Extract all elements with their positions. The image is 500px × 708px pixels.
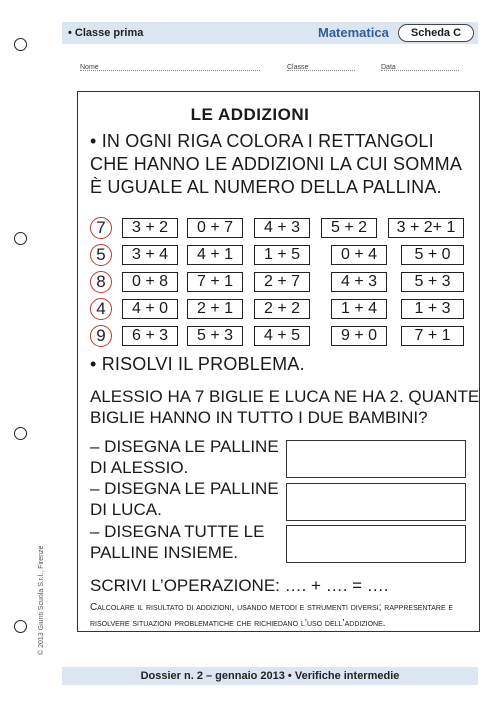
addition-cell[interactable]: 4 + 3 <box>331 272 387 292</box>
addition-cell[interactable]: 5 + 0 <box>401 245 464 265</box>
binder-hole-3 <box>14 427 27 440</box>
addition-cell[interactable]: 2 + 7 <box>254 272 310 292</box>
target-circle: 5 <box>90 244 112 266</box>
addition-cell[interactable]: 9 + 0 <box>331 326 387 346</box>
addition-cell[interactable]: 7 + 1 <box>401 326 464 346</box>
problem-heading: • RISOLVI IL PROBLEMA. <box>90 354 305 374</box>
addition-cell[interactable]: 0 + 8 <box>122 272 178 292</box>
addition-cell[interactable]: 4 + 0 <box>122 299 178 319</box>
name-line[interactable] <box>80 64 260 71</box>
header-bar <box>62 22 478 44</box>
binder-hole-1 <box>14 38 27 51</box>
step-alessio <box>90 436 279 478</box>
addition-cell[interactable]: 7 + 1 <box>187 272 243 292</box>
page-title: LE ADDIZIONI <box>190 105 310 124</box>
addition-cell[interactable]: 3 + 2+ 1 <box>388 218 464 238</box>
step-line: PALLINE INSIEME. <box>90 543 239 562</box>
addition-cell[interactable]: 6 + 3 <box>122 326 178 346</box>
target-circle: 7 <box>90 217 112 239</box>
instruction-line-3: È UGUALE AL NUMERO DELLA PALLINA. <box>90 177 442 197</box>
problem-text <box>90 386 480 428</box>
scheda-badge: Scheda C <box>398 24 474 42</box>
class-line[interactable] <box>287 64 355 71</box>
instruction-line-1: • IN OGNI RIGA COLORA I RETTANGOLI <box>90 131 434 151</box>
binder-hole-4 <box>14 620 27 633</box>
step-line: DI LUCA. <box>90 500 162 519</box>
step-luca <box>90 478 279 520</box>
addition-cell[interactable]: 3 + 2 <box>122 218 178 238</box>
addition-cell[interactable]: 1 + 4 <box>331 299 387 319</box>
addition-cell[interactable]: 5 + 3 <box>401 272 464 292</box>
drawing-box-alessio[interactable] <box>286 440 466 478</box>
step-line: DI ALESSIO. <box>90 458 189 477</box>
step-line: – DISEGNA LE PALLINE <box>90 479 279 498</box>
addition-cell[interactable]: 1 + 5 <box>254 245 310 265</box>
addition-cell[interactable]: 0 + 4 <box>331 245 387 265</box>
class-field-label: Classe <box>287 64 309 71</box>
footer-bar: Dossier n. 2 – gennaio 2013 • Verifiche intermedie <box>62 667 478 685</box>
target-circle: 9 <box>90 325 112 347</box>
binder-hole-2 <box>14 232 27 245</box>
addition-cell[interactable]: 4 + 5 <box>254 326 310 346</box>
operation-line: SCRIVI L’OPERAZIONE: …. + …. = …. <box>90 576 389 595</box>
addition-cell[interactable]: 2 + 1 <box>187 299 243 319</box>
addition-cell[interactable]: 0 + 7 <box>187 218 243 238</box>
class-label: • Classe prima <box>68 27 144 39</box>
step-insieme <box>90 521 264 563</box>
drawing-box-insieme[interactable] <box>286 525 466 563</box>
target-circle: 4 <box>90 298 112 320</box>
instruction-line-2: CHE HANNO LE ADDIZIONI LA CUI SOMMA <box>90 154 463 174</box>
instruction <box>90 130 475 199</box>
problem-line-2: BIGLIE HANNO IN TUTTO I DUE BAMBINI? <box>90 408 428 427</box>
drawing-box-luca[interactable] <box>286 483 466 521</box>
addition-cell[interactable]: 4 + 3 <box>254 218 310 238</box>
date-label: Data <box>381 64 396 71</box>
learning-objective: Calcolare il risultato di addizioni, usando metodi e strumenti diversi; rappresentare e risolvere situazioni problematiche che richiedano l’uso dell’addizione. <box>90 602 454 629</box>
subject-title: Matematica <box>318 25 389 40</box>
date-line[interactable] <box>381 64 459 71</box>
addition-cell[interactable]: 5 + 2 <box>321 218 377 238</box>
addition-cell[interactable]: 4 + 1 <box>187 245 243 265</box>
step-line: – DISEGNA LE PALLINE <box>90 437 279 456</box>
copyright-note: © 2013 Giunti Scuola S.r.l., Firenze <box>38 545 45 655</box>
name-label: Nome <box>80 64 99 71</box>
step-line: – DISEGNA TUTTE LE <box>90 522 265 541</box>
problem-line-1: ALESSIO HA 7 BIGLIE E LUCA NE HA 2. QUANTE <box>90 387 480 406</box>
addition-cell[interactable]: 2 + 2 <box>254 299 310 319</box>
addition-cell[interactable]: 5 + 3 <box>187 326 243 346</box>
target-circle: 8 <box>90 271 112 293</box>
addition-cell[interactable]: 1 + 3 <box>401 299 464 319</box>
addition-cell[interactable]: 3 + 4 <box>122 245 178 265</box>
